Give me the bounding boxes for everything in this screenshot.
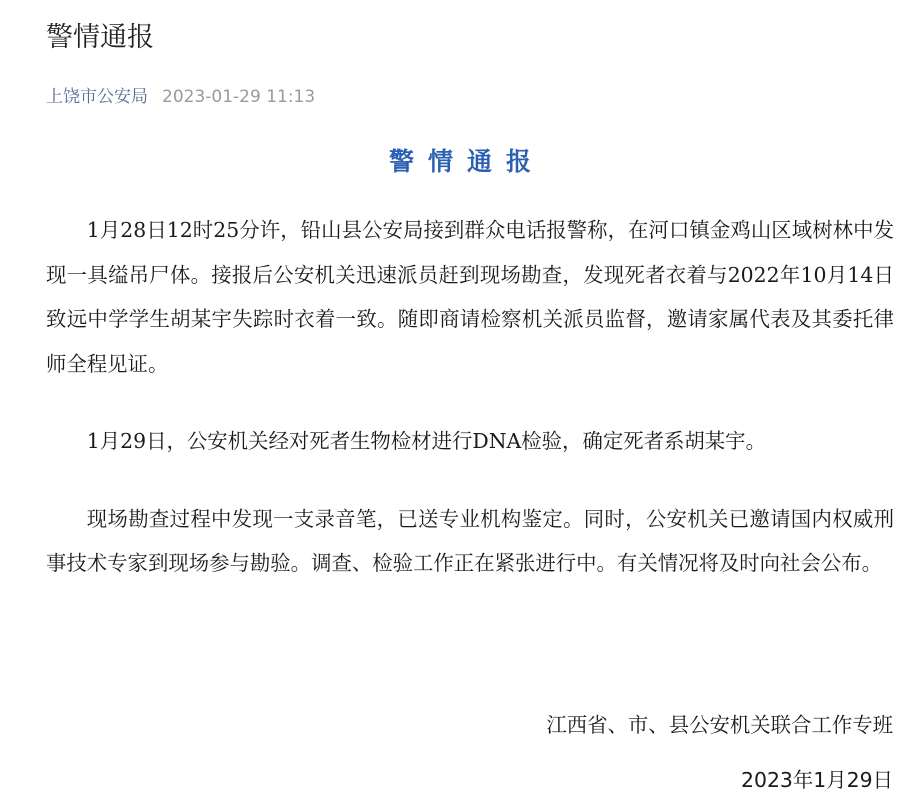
- notice-paragraph-1: 1月28日12时25分许，铅山县公安局接到群众电话报警称，在河口镇金鸡山区域树林中发现一具缢吊尸体。接报后公安机关迅速派员赶到现场勘查，发现死者衣着与2022年10月14日致远中学学生胡某宇失踪时衣着一致。随即商请检察机关派员监督，邀请家属代表及其委托律师全程见证。: [46, 218, 895, 376]
- source-account-link[interactable]: 上饶市公安局: [46, 87, 148, 107]
- notice-paragraph-3: 现场勘查过程中发现一支录音笔，已送专业机构鉴定。同时，公安机关已邀请国内权威刑事技术专家到现场参与勘验。调查、检验工作正在紧张进行中。有关情况将及时向社会公布。: [46, 506, 894, 575]
- notice-body: [46, 208, 894, 619]
- notice-heading: 警情通报: [388, 147, 545, 176]
- article-title: 警情通报: [46, 22, 154, 53]
- signature-block: [546, 711, 893, 794]
- article-meta: [46, 85, 900, 109]
- issuer-name: 江西省、市、县公安机关联合工作专班: [546, 713, 893, 737]
- notice-paragraph-2: 1月29日，公安机关经对死者生物检材进行DNA检验，确定死者系胡某宇。: [86, 429, 766, 453]
- article-header: [46, 18, 900, 109]
- issue-date: 2023年1月29日: [741, 768, 893, 792]
- publish-time: 2023-01-29 11:13: [162, 87, 316, 107]
